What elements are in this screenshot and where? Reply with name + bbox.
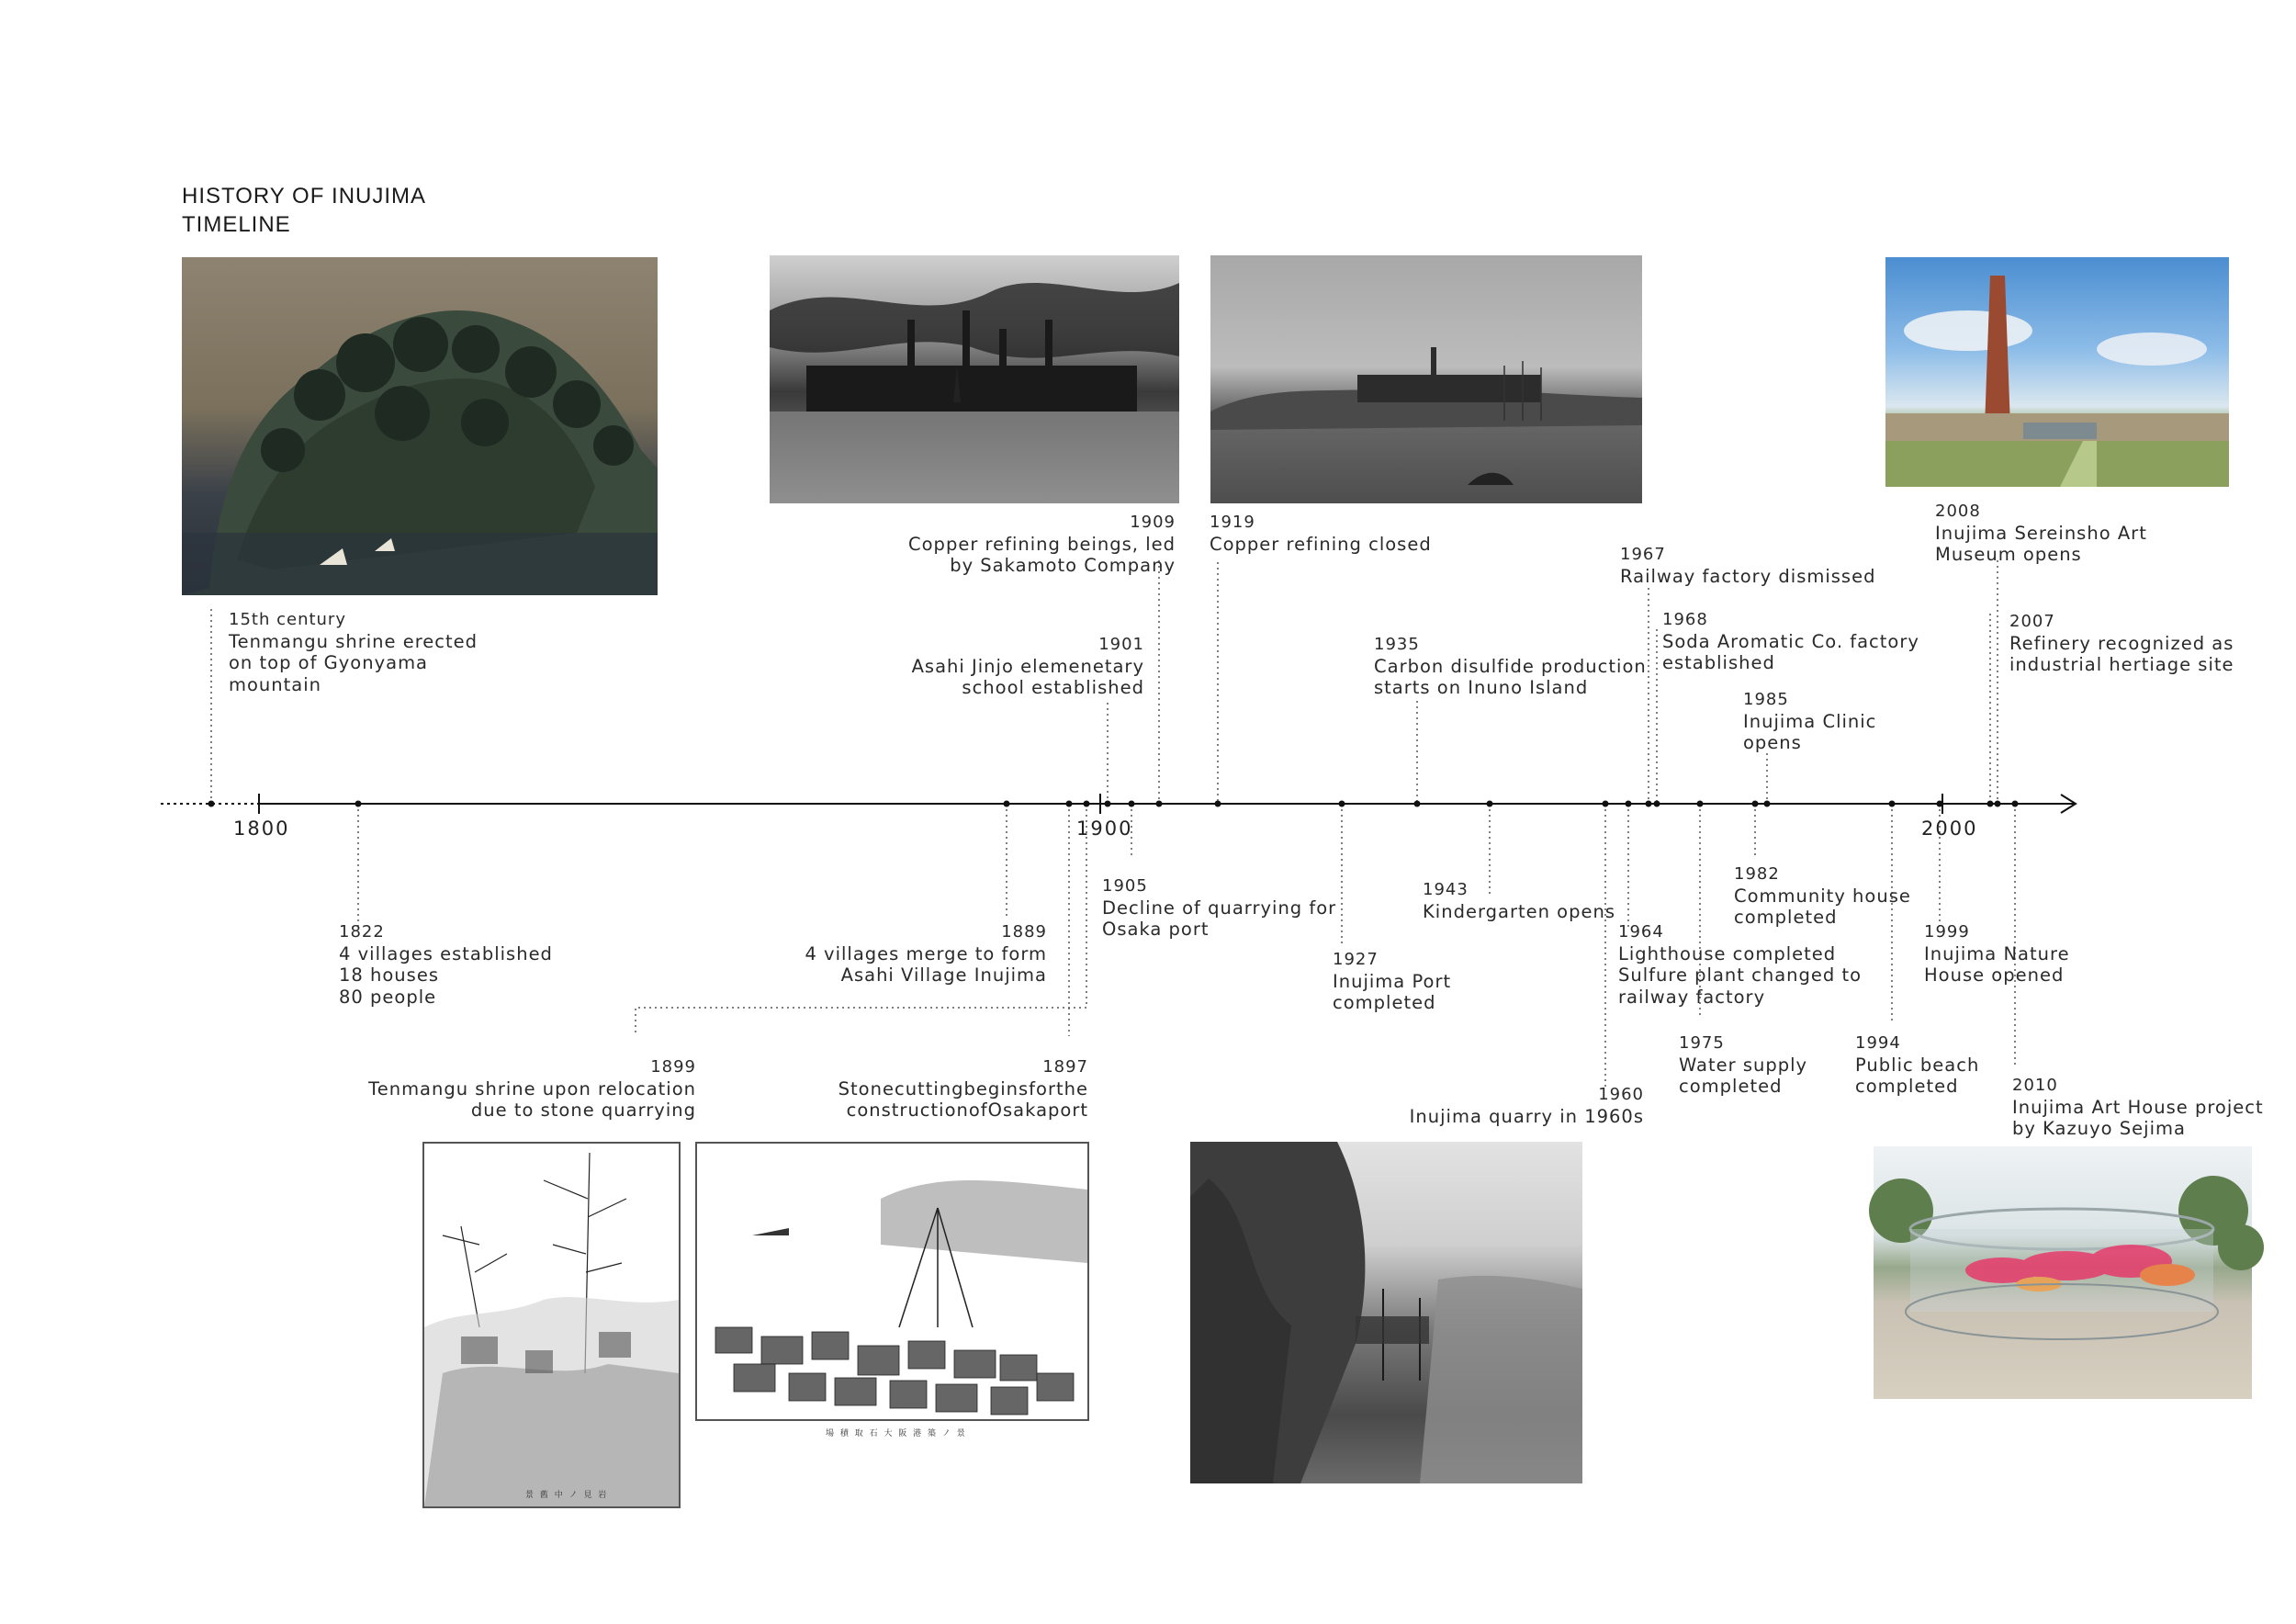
event-line: Lighthouse completed (1618, 942, 1837, 964)
event-1889 (805, 921, 1047, 987)
event-line: opens (1743, 732, 1802, 753)
event-line: Sulfure plant changed to (1618, 964, 1863, 986)
event-line: Refinery recognized as (2009, 632, 2234, 654)
event-line: mountain (229, 673, 322, 695)
event-1964 (1618, 921, 1862, 1008)
image-quarry-1960s (1190, 1142, 1582, 1483)
event-line: 80 people (339, 986, 437, 1008)
event-line: school established (962, 677, 1144, 698)
event-line: Railway factory dismissed (1620, 565, 1876, 587)
event-line: established (1662, 652, 1775, 673)
event-1982 (1734, 863, 1911, 929)
title-line-2: TIMELINE (182, 212, 291, 237)
event-1994 (1855, 1032, 1979, 1098)
event-1909 (908, 512, 1176, 577)
event-year: 1967 (1620, 545, 1666, 564)
title-line-1: HISTORY OF INUJIMA (182, 184, 427, 209)
image-refinery-smokestacks (770, 255, 1179, 503)
shrine-sketch-caption: 景 舊 中 ノ 見 岩 (525, 1491, 609, 1500)
event-year: 1897 (1042, 1057, 1088, 1077)
event-15th-century (229, 609, 478, 695)
event-line: completed (1679, 1076, 1783, 1097)
event-line: Soda Aromatic Co. factory (1662, 630, 1919, 652)
event-year: 1999 (1924, 922, 1970, 942)
event-line: Inujima Port (1333, 970, 1452, 992)
event-1901 (912, 634, 1144, 699)
event-2008 (1935, 501, 2147, 566)
event-line: by Kazuyo Sejima (2012, 1118, 2186, 1139)
stone-blocks-graphic (697, 1144, 1087, 1419)
event-line: Museum opens (1935, 544, 2082, 565)
event-1968 (1662, 609, 1919, 674)
event-year: 1919 (1210, 513, 1255, 532)
image-seirensho-museum (1885, 257, 2229, 487)
event-line: Decline of quarrying for (1102, 897, 1337, 919)
event-year: 1964 (1618, 922, 1664, 942)
event-year: 1901 (1098, 635, 1144, 654)
refinery-smoke-graphic (770, 255, 1179, 503)
event-year: 1905 (1102, 876, 1148, 896)
image-mountain-painting (182, 257, 658, 595)
event-line: 4 villages merge to form (805, 942, 1047, 964)
event-line: Asahi Village Inujima (840, 964, 1047, 986)
event-1927 (1333, 949, 1451, 1014)
event-line: Community house (1734, 885, 1911, 907)
event-year: 1994 (1855, 1033, 1901, 1053)
event-year: 1889 (1001, 922, 1047, 942)
event-1960 (1410, 1084, 1644, 1127)
refinery-harbor-graphic (1210, 255, 1642, 503)
event-year: 2008 (1935, 502, 1981, 521)
event-year: 2007 (2009, 612, 2055, 631)
event-line: 4 villages established (339, 942, 553, 964)
event-year: 1960 (1598, 1085, 1644, 1104)
event-line: Stonecuttingbeginsforthe (838, 1077, 1088, 1100)
event-1899 (368, 1056, 696, 1122)
event-line: Osaka port (1102, 919, 1210, 940)
event-line: Inujima Nature (1924, 942, 2070, 964)
event-1967 (1620, 544, 1875, 587)
mountain-painting-graphic (182, 257, 658, 595)
event-line: Inujima quarry in 1960s (1409, 1105, 1644, 1127)
event-2010 (2012, 1075, 2264, 1140)
event-line: completed (1734, 907, 1838, 928)
event-year: 1968 (1662, 610, 1708, 629)
event-line: Inujima Art House project (2012, 1096, 2264, 1118)
event-year: 1985 (1743, 690, 1789, 709)
event-1897 (838, 1056, 1088, 1122)
event-line: Copper refining closed (1210, 533, 1432, 555)
event-line: 18 houses (339, 964, 439, 986)
event-1822 (339, 921, 553, 1008)
quarry-graphic (1190, 1142, 1582, 1483)
stone-blocks-caption: 場 積 取 石 大 阪 港 築 ノ 景 (826, 1429, 967, 1438)
event-1935 (1374, 634, 1647, 699)
event-year: 15th century (229, 610, 346, 629)
event-year: 1975 (1679, 1033, 1725, 1053)
event-year: 1899 (650, 1057, 696, 1077)
event-1985 (1743, 689, 1876, 754)
event-line: completed (1333, 992, 1436, 1013)
museum-graphic (1885, 257, 2229, 487)
event-line: Copper refining beings, led (908, 533, 1176, 555)
event-line: completed (1855, 1076, 1959, 1097)
art-house-graphic (1874, 1146, 2252, 1399)
event-line: by Sakamoto Company (950, 555, 1176, 576)
event-line: Inujima Clinic (1743, 710, 1877, 732)
event-year: 2010 (2012, 1076, 2058, 1095)
tick-label-1900: 1900 (1076, 818, 1133, 840)
event-1999 (1924, 921, 2070, 987)
event-year: 1822 (339, 922, 385, 942)
event-line: Tenmangu shrine upon relocation (368, 1077, 696, 1100)
event-line: Asahi Jinjo elemenetary (911, 655, 1144, 677)
event-year: 1943 (1423, 880, 1469, 899)
tick-label-2000: 2000 (1921, 818, 1978, 840)
event-year: 1982 (1734, 864, 1780, 884)
image-art-house-pavilion (1874, 1146, 2252, 1399)
event-year: 1927 (1333, 950, 1379, 969)
shrine-sketch-graphic (424, 1144, 679, 1506)
image-refinery-harbor (1210, 255, 1642, 503)
event-1975 (1679, 1032, 1807, 1098)
image-shrine-sketch (422, 1142, 681, 1508)
event-line: starts on Inuno Island (1374, 677, 1589, 698)
event-line: Carbon disulfide production (1374, 655, 1647, 677)
event-line: Inujima Sereinsho Art (1935, 522, 2147, 544)
event-year: 1909 (1130, 513, 1176, 532)
event-line: on top of Gyonyama (229, 652, 429, 673)
event-line: due to stone quarrying (470, 1100, 696, 1121)
tick-label-1800: 1800 (233, 818, 290, 840)
image-stone-blocks (695, 1142, 1089, 1438)
event-line: railway factory (1618, 986, 1766, 1008)
event-line: Public beach (1855, 1054, 1980, 1076)
event-line: Tenmangu shrine erected (229, 630, 478, 652)
event-line: industrial hertiage site (2009, 654, 2234, 675)
event-line: constructionofOsakaport (846, 1100, 1088, 1121)
event-1943 (1423, 879, 1615, 922)
event-line: Water supply (1679, 1054, 1808, 1076)
event-line: Kindergarten opens (1423, 900, 1615, 922)
event-1919 (1210, 512, 1432, 555)
event-line: House opened (1924, 964, 2065, 986)
event-1905 (1102, 875, 1336, 941)
event-year: 1935 (1374, 635, 1420, 654)
event-2007 (2009, 611, 2234, 676)
